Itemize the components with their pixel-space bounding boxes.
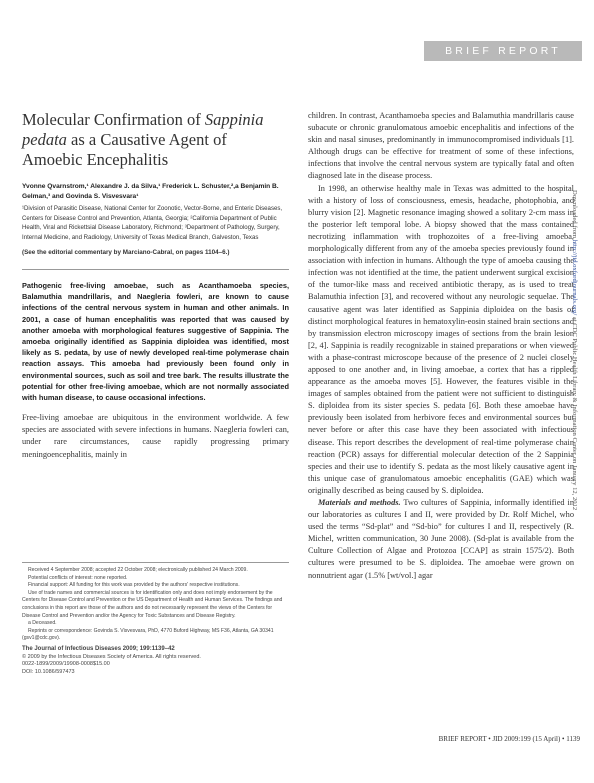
watermark-prefix: Downloaded from bbox=[571, 190, 578, 240]
article-type-banner: BRIEF REPORT bbox=[424, 41, 582, 61]
body-paragraph-1: children. In contrast, Acanthamoeba species and Balamuthia mandrillaris cause subacute or chronic granulomatous amoebic encephalitis and infections of the skin and nasal sinuses, predominantly in immunocompromised individuals [1]. Although drugs can be effective for treatment of some of these infections, infections that involve the central nervous system are typically fatal and often diagnosed late in the disease process. bbox=[308, 111, 574, 181]
abstract: Pathogenic free-living amoebae, such as Acanthamoeba species, Balamuthia mandrillaris, and Naegleria fowleri, are known to cause infections of the central nervous system in human and other animals. In 2001, a case of human encephalitis was reported that was caused by another amoeba with morphological features suggestive of Sappinia. The amoeba originally identified as Sappinia diploidea was identified, most likely as S. pedata, by use of newly developed real-time polymerase chain reaction assays. This amoeba had previously been found only in environmental sources, such as soil and tree bark. The results illustrate the potential for other free-living amoebae, which are not normally associated with human disease, to cause occasional infections. bbox=[22, 281, 289, 403]
footnote-funding: Financial support: All funding for this work was provided by the authors' respective institutions. bbox=[28, 582, 240, 589]
title-part-a: Molecular Confirmation of bbox=[22, 110, 205, 129]
methods-text: Two cultures of Sappinia, informally identified in our laboratories as cultures I and II, were provided by Dr. Rolf Michel, who used the terms “Sd-plat” and “Sd-bio” for cultures I and II, respectively (R. Michel, written communication, 30 June 2008). (Sd-plat is available from the Culture Collection of Algae and Protozoa [CCAP] as strain 1575/2). Both cultures were presumed to be S. diploidea. The amoebae were grown on nonnutrient agar (1.5% [wt/vol.] agar bbox=[308, 498, 574, 580]
journal-citation: The Journal of Infectious Diseases 2009; 199:1139–42 bbox=[22, 645, 175, 652]
footnote-conflicts: Potential conflicts of interest: none reported. bbox=[28, 574, 128, 581]
body-paragraph-2: In 1998, an otherwise healthy male in Texas was admitted to the hospital with a history of loss of consciousness, emesis, headache, photophobia, and blurry vision [2]. Magnetic resonance imaging showed a solitary 2-cm mass in the posterior left temporal lobe. A biopsy showed that the mass contained necrotizing inflammation with trophozoites of a free-living amoeba, morphologically different from any of the amoeba species previously found in association with infection in humans. Although the type of amoeba causing the infection was not identified at the time, the patient underwent surgical excision of the tumor-like mass and received antibiotic therapy, as is used to treat Balamuthia infection [3], and recovered without any neurologic sequelae. The causative agent was later identified as Sappinia diploidea on the basis of distinct morphological features in hematoxylin-eosin stained brain sections and by transmission electron microscopy images of sections from the brain lesion [2, 4]. Sappinia is readily recognizable in stained preparations or when viewed with a phase-contrast microscope because of the presence of 2 nuclei closely apposed to one another and, in living amoebae, a cortex that has a rippled appearance as the amoeba moves [5]. However, the features visible in the images of samples obtained from the patient were not sufficient to distinguish S. diploidea from its sister species S. pedata [6]. Both these amoebae have previously been isolated from herbivore feces and environmental sources but never before or after this case have they been associated with infectious disease. This report describes the development of real-time polymerase chain reaction (PCR) assays for differential molecular detection of the 2 Sappinia species and their use to identify S. pedata as the most likely causative agent in this unique case of granulomatous amoebic encephalitis (GAE) which was originally described as being caused by S. diploidea. bbox=[308, 183, 574, 495]
title-part-c: as a Causative Agent of Amoebic Encephalitis bbox=[22, 130, 227, 169]
divider bbox=[22, 269, 289, 270]
editorial-note: (See the editorial commentary by Marciano-Cabral, on pages 1104–6.) bbox=[22, 249, 230, 256]
footnote-correspondence: Reprints or correspondence: Govinda S. Visvesvara, PhD, 4770 Buford Highway, MS F36, Atlanta, GA 30341 (gsv1@cdc.gov). bbox=[22, 627, 274, 642]
methods-paragraph bbox=[308, 497, 574, 582]
methods-heading: Materials and methods. bbox=[318, 498, 401, 507]
footnote-deceased: a Deceased. bbox=[28, 620, 57, 627]
left-column bbox=[22, 110, 289, 461]
copyright: © 2009 by the Infectious Diseases Society of America. All rights reserved. bbox=[22, 653, 201, 660]
watermark-link[interactable]: http://jid.oxfordjournals.org/ bbox=[571, 239, 578, 316]
page-footer: BRIEF REPORT • JID 2009:199 (15 April) • 1139 bbox=[438, 735, 580, 743]
journal-info bbox=[22, 646, 289, 676]
title-species: Sappinia pedata bbox=[22, 110, 264, 149]
footnote-disclaimer: Use of trade names and commercial sources is for identification only and does not imply endorsement by the Centers for Disease Control and Prevention or the US Department of Health and Human Services. The findings and conclusions in this report are those of the authors and do not necessarily represent the views of the Centers for Disease Control and Prevention and/or the Agency for Toxic Substances and Disease Registry. bbox=[22, 589, 283, 619]
right-column bbox=[308, 110, 574, 582]
issn-code: 0022-1899/2009/19908-0008$15.00 bbox=[22, 661, 110, 668]
doi: DOI: 10.1086/597473 bbox=[22, 668, 75, 675]
footnotes bbox=[22, 562, 289, 676]
affiliations: ¹Division of Parasitic Disease, National Center for Zoonotic, Vector-Borne, and Enteric Diseases, Centers for Disease Control and Prevention, Atlanta, Georgia; ²California Department of Public Health, Viral and Rickettsial Disease Laboratory, Richmond; ³Department of Pathology, Surgery, Internal Medicine, and Radiology, University of Texas Medical Branch, Galveston, Texas bbox=[22, 205, 283, 241]
footnote-received: Received 4 September 2008; accepted 22 October 2008; electronically published 24 March 2009. bbox=[28, 567, 248, 573]
watermark-suffix: at CDC Public Health Library & Information Center on January 12, 2012 bbox=[571, 315, 578, 511]
author-list: Yvonne Qvarnstrom,¹ Alexandre J. da Silva,¹ Frederick L. Schuster,²,a Benjamin B. Gelman,³ and Govinda S. Visvesvara¹ bbox=[22, 183, 279, 200]
download-watermark bbox=[571, 190, 578, 610]
intro-paragraph: Free-living amoebae are ubiquitous in the environment worldwide. A few species are associated with severe infections in humans. Naegleria fowleri can, under rare circumstances, cause rapidly progressing primary meningoencephalitis, mainly in bbox=[22, 413, 289, 459]
article-title bbox=[22, 110, 289, 170]
